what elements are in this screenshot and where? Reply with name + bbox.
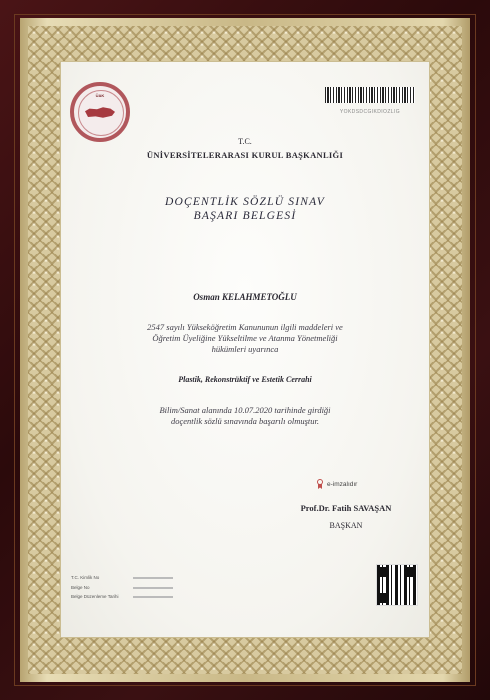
specialty-field: Plastik, Rekonstrüktif ve Estetik Cerrahi [178, 375, 312, 384]
certificate-title-line2: BAŞARI BELGESİ [193, 210, 297, 222]
meta-doc-date-value [133, 596, 173, 598]
barcode-text: YOKDSDCGIKDIOZLIG [339, 109, 401, 115]
law-text-line1: 2547 sayılı Yükseköğretim Kanununun ilgili maddeleri ve [147, 322, 343, 332]
law-text-line3: hükümleri uyarınca [211, 344, 279, 354]
meta-doc-date [71, 594, 173, 599]
signer-role: BAŞKAN [329, 521, 363, 530]
institution-name: ÜNİVERSİTELERARASI KURUL BAŞKANLIĞI [146, 150, 344, 160]
certificate-title-line1: DOÇENTLİK SÖZLÜ SINAV [164, 196, 326, 208]
meta-doc-no-value [133, 587, 173, 589]
barcode-icon [325, 87, 415, 103]
signer-name: Prof.Dr. Fatih SAVAŞAN [300, 503, 392, 513]
recipient-name: Osman KELAHMETOĞLU [193, 292, 297, 302]
qr-code-icon [377, 565, 417, 605]
exam-text-line2: doçentlik sözlü sınavında başarılı olmuştur. [170, 416, 320, 426]
university-council-seal-icon [70, 82, 130, 142]
e-signature-badge [316, 478, 357, 490]
meta-doc-no [71, 585, 173, 590]
meta-doc-no-label: Belge No [71, 585, 90, 590]
exam-text-line1: Bilim/Sanat alanında 10.07.2020 tarihinde girdiği [159, 405, 331, 415]
meta-tc-no-value [133, 577, 173, 579]
header-tc: T.C. [238, 137, 252, 146]
e-signature-label: e-imzalıdır [327, 480, 358, 488]
meta-tc-no-label: T.C. Kimlik No [71, 575, 100, 580]
meta-tc-no [71, 575, 173, 580]
law-text-line2: Öğretim Üyeliğine Yükseltilme ve Atanma Yönetmeliği [152, 333, 338, 343]
meta-doc-date-label: Belge Düzenleme Tarihi [71, 594, 119, 599]
seal-text: ÜAK [95, 93, 105, 98]
e-signature-icon [316, 479, 324, 489]
